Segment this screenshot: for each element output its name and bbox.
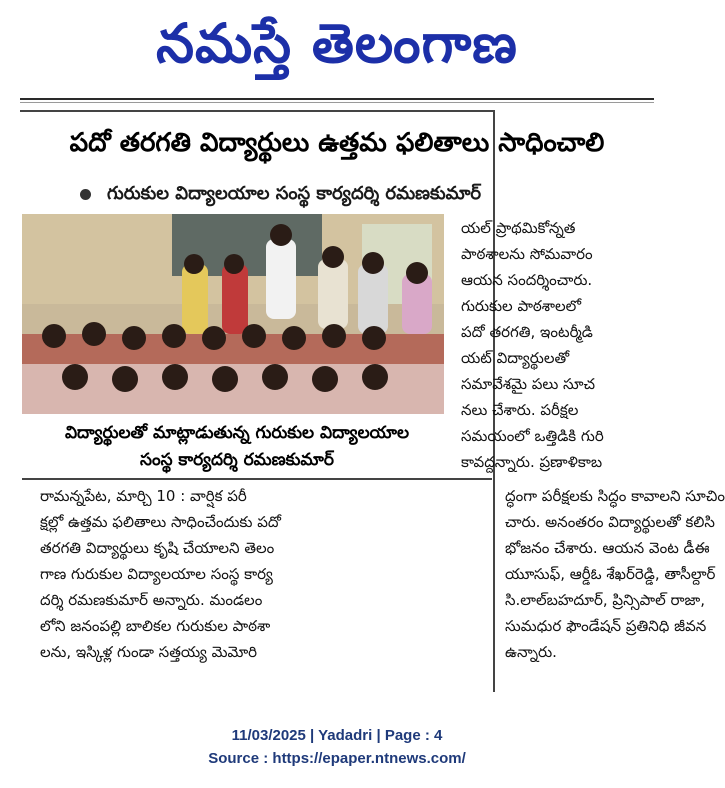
bullet-icon: [80, 189, 91, 200]
text-line: ద్ధంగా పరీక్షలకు సిద్ధం కావాలని సూచిం: [505, 487, 725, 505]
text-line: గురుకుల పాఠశాలలో: [461, 297, 582, 315]
caption-line-1: విద్యార్థులతో మాట్లాడుతున్న గురుకుల విద్యాలయాల: [64, 423, 410, 443]
text-line: ఆయన సందర్శించారు.: [461, 271, 593, 289]
masthead-rule-thin: [20, 102, 654, 103]
text-line: కావద్దన్నారు. ప్రణాళికాబ: [461, 453, 603, 471]
article-body-right: [505, 483, 725, 665]
text-line: లోని జనంపల్లి బాలికల గురుకుల పాఠశా: [40, 617, 271, 635]
article-headline: పదో తరగతి విద్యార్థులు ఉత్తమ ఫలితాలు సాధించాలి: [69, 128, 605, 158]
article-right-column: [461, 215, 661, 475]
text-line: భోజనం చేశారు. ఆయన వెంట డీఈ: [505, 539, 710, 557]
text-line: పాఠశాలను సోమవారం: [461, 245, 593, 263]
text-line: నలు చేశారు. పరీక్షల: [461, 401, 579, 419]
text-line: సుమధుర ఫౌండేషన్ ప్రతినిధి జీవన: [505, 617, 707, 635]
photo-caption: [22, 420, 452, 474]
text-line: దర్శి రమణకుమార్ అన్నారు. మండలం: [40, 591, 263, 609]
caption-line-2: సంస్థ కార్యదర్శి రమణకుమార్: [140, 450, 334, 470]
footer-dateline: 11/03/2025 | Yadadri | Page : 4: [231, 727, 443, 744]
text-line: గాణ గురుకుల విద్యాలయాల సంస్థ కార్య: [40, 565, 273, 583]
text-line: పదో తరగతి, ఇంటర్మీడి: [461, 323, 593, 341]
masthead-rule: [20, 98, 654, 100]
text-line: యూసుఫ్, ఆర్డీఓ శేఖర్‌రెడ్డి, తాసీల్దార్: [505, 565, 716, 583]
text-line: సి.లాల్‌బహదూర్, ప్రిన్సిపాల్ రాజా,: [505, 591, 706, 609]
footer-source: Source : https://epaper.ntnews.com/: [208, 750, 466, 767]
text-line: లను, ఇస్కిళ్ల గుండా సత్తయ్య మెమోరి: [40, 643, 258, 661]
subhead-text: గురుకుల విద్యాలయాల సంస్థ కార్యదర్శి రమణకుమార్: [107, 183, 482, 204]
masthead-title: నమస్తే తెలంగాణ: [156, 11, 518, 75]
text-line: చారు. అనంతరం విద్యార్థులతో కలిసి: [505, 513, 715, 531]
text-line: సమావేశమై పలు సూచ: [461, 375, 595, 393]
article-body-left: [40, 483, 480, 665]
text-line: రామన్నపేట, మార్చి 10 : వార్షిక పరీ: [40, 487, 247, 505]
text-line: క్షల్లో ఉత్తమ ఫలితాలు సాధించేందుకు పదో: [40, 513, 281, 531]
text-line: సమయంలో ఒత్తిడికి గురి: [461, 427, 604, 445]
text-line: తరగతి విద్యార్థులు కృషి చేయాలని తెలం: [40, 539, 275, 557]
text-line: యట్ విద్యార్థులతో: [461, 349, 570, 367]
caption-divider: [22, 478, 492, 480]
text-line: యల్ ప్రాథమికోన్నత: [461, 219, 576, 237]
article-subhead: [80, 183, 640, 208]
text-line: ఉన్నారు.: [505, 643, 557, 661]
article-photo: [22, 214, 444, 414]
